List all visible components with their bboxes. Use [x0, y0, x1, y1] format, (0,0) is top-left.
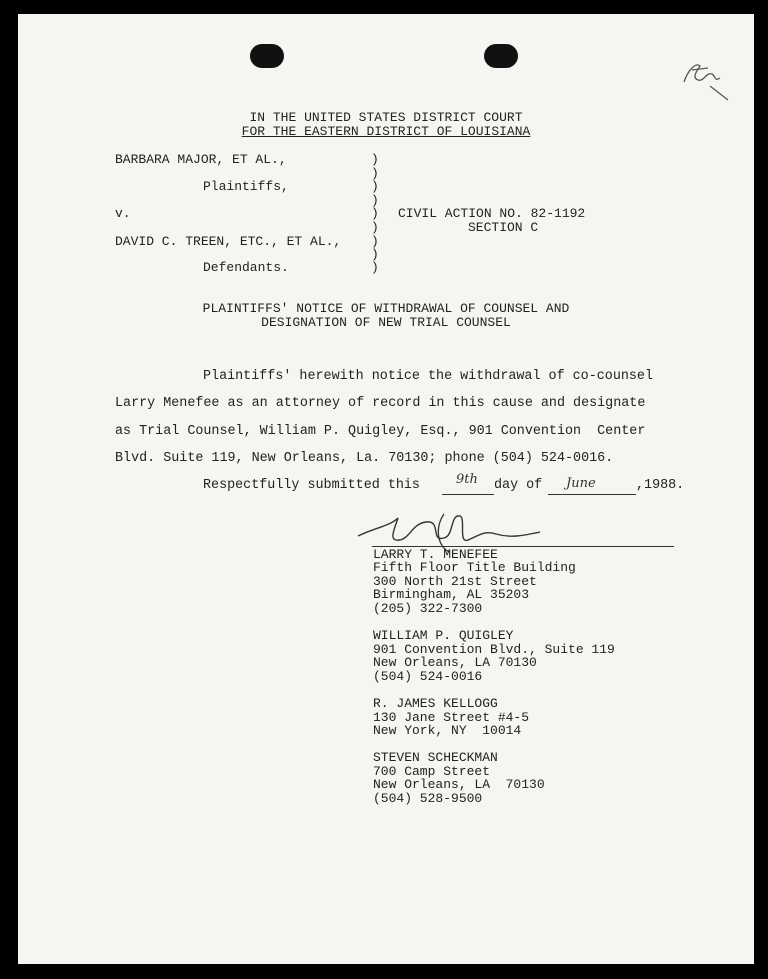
body-line-3: as Trial Counsel, William P. Quigley, Esq., 901 Convention Center: [115, 424, 646, 439]
counsel-3-line-3: New Orleans, LA 70130: [373, 777, 545, 792]
versus: v.: [115, 206, 131, 221]
handwritten-month: June: [566, 476, 596, 491]
document-title-line2: DESIGNATION OF NEW TRIAL COUNSEL: [261, 315, 511, 330]
closing-prefix: Respectfully submitted this: [203, 478, 420, 493]
court-name-line1: IN THE UNITED STATES DISTRICT COURT: [249, 110, 523, 125]
body-line-2: Larry Menefee as an attorney of record in this cause and designate: [115, 396, 646, 411]
counsel-2-line-3: New York, NY 10014: [373, 723, 522, 738]
paren: ): [371, 152, 379, 167]
handwritten-file-mark-icon: [678, 52, 734, 102]
signer-address-2: 300 North 21st Street: [373, 574, 537, 589]
section-label: SECTION C: [468, 220, 539, 235]
counsel-3-line-1: STEVEN SCHECKMAN: [373, 750, 498, 765]
counsel-1-line-1: WILLIAM P. QUIGLEY: [373, 628, 514, 643]
signer-address-3: Birmingham, AL 35203: [373, 587, 530, 602]
paren: ): [371, 166, 379, 181]
body-line-4: Blvd. Suite 119, New Orleans, La. 70130; phone (504) 524-0016.: [115, 451, 614, 466]
signer-phone: (205) 322-7300: [373, 601, 483, 616]
defendant-name: DAVID C. TREEN, ETC., ET AL.,: [115, 234, 342, 249]
punch-hole-left: [250, 44, 284, 68]
plaintiff-role: Plaintiffs,: [203, 179, 289, 194]
paren: ): [371, 206, 379, 221]
document-page: [18, 14, 754, 964]
paren: ): [371, 179, 379, 194]
counsel-2-line-2: 130 Jane Street #4-5: [373, 710, 530, 725]
plaintiff-name: BARBARA MAJOR, ET AL.,: [115, 152, 287, 167]
document-title-line1: PLAINTIFFS' NOTICE OF WITHDRAWAL OF COUNSEL AND: [202, 301, 570, 316]
punch-hole-right: [484, 44, 518, 68]
closing-year: ,1988.: [636, 478, 685, 493]
body-line-1: Plaintiffs' herewith notice the withdrawal of co-counsel: [203, 369, 653, 384]
counsel-3-line-4: (504) 528-9500: [373, 791, 483, 806]
counsel-1-line-3: New Orleans, LA 70130: [373, 655, 537, 670]
signer-name: LARRY T. MENEFEE: [373, 547, 498, 562]
month-blank-line: [548, 494, 636, 495]
paren: ): [371, 247, 379, 262]
counsel-1-line-2: 901 Convention Blvd., Suite 119: [373, 642, 615, 657]
day-blank-line: [442, 494, 494, 495]
civil-action-number: CIVIL ACTION NO. 82-1192: [398, 206, 586, 221]
counsel-3-line-2: 700 Camp Street: [373, 764, 491, 779]
counsel-2-line-1: R. JAMES KELLOGG: [373, 696, 498, 711]
counsel-1-line-4: (504) 524-0016: [373, 669, 483, 684]
court-name-line2: FOR THE EASTERN DISTRICT OF LOUISIANA: [241, 124, 531, 139]
paren: ): [371, 193, 379, 208]
paren: ): [371, 234, 379, 249]
defendant-role: Defendants.: [203, 260, 289, 275]
closing-mid: day of: [494, 478, 543, 493]
paren: ): [371, 260, 379, 275]
paren: ): [371, 220, 379, 235]
handwritten-day: 9th: [456, 472, 478, 487]
signer-address-1: Fifth Floor Title Building: [373, 560, 576, 575]
